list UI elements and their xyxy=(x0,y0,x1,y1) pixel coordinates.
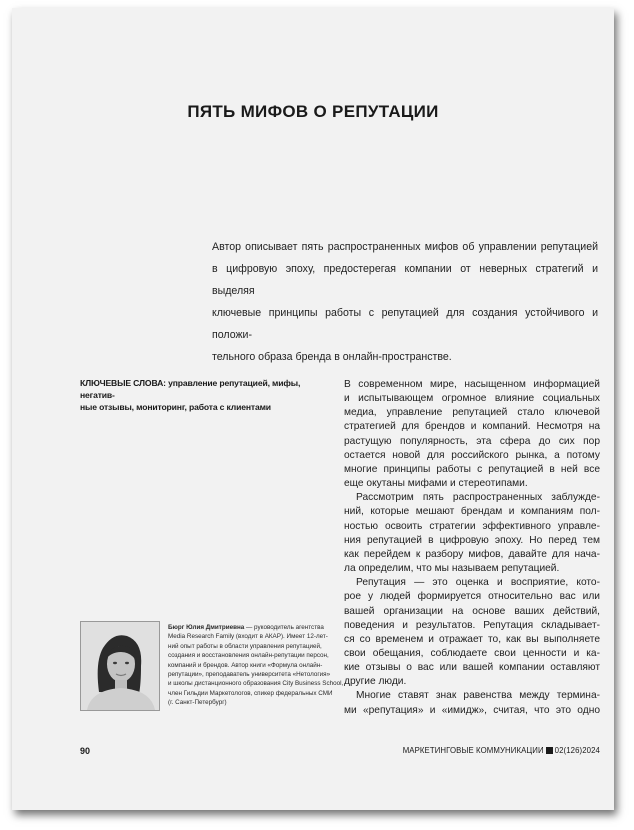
body-line: ся со временем и отражает то, как вы выполняете xyxy=(344,633,600,645)
body-line: ла определим, что мы называем репутацией. xyxy=(344,563,560,575)
body-line: свои обещания, соблюдаете свои ценности и ка- xyxy=(344,647,600,659)
abstract-line: в цифровую эпоху, предостерегая компании от неверных стратегий и выделяя xyxy=(212,263,598,297)
author-bio-line: компаний и брендов. Автор книги «Формула онлайн- xyxy=(168,661,323,669)
page-number: 90 xyxy=(80,746,91,756)
journal-footer xyxy=(403,746,600,755)
abstract-line: Автор описывает пять распространенных мифов об управлении репутацией xyxy=(212,241,598,253)
body-line: остается новой для российского рынка, а потому xyxy=(344,449,600,461)
body-line: Репутация — это оценка и восприятие, кото- xyxy=(356,577,600,589)
body-line: растущую популярность, эта сфера до сих пор xyxy=(344,435,600,447)
article-body xyxy=(344,378,600,718)
body-line: медиа, управление репутацией стало ключевой xyxy=(344,407,600,419)
journal-page xyxy=(12,8,614,810)
author-bio-line: ний опыт работы в области управления репутацией, xyxy=(168,642,322,650)
keywords-line: ные отзывы, мониторинг, работа с клиентами xyxy=(80,402,271,412)
author-bio-line: репутации», преподаватель университета «Нетология» xyxy=(168,671,331,679)
author-bio-line xyxy=(168,623,328,632)
author-bio-line: (г. Санкт-Петербург) xyxy=(168,699,227,707)
body-line: как перейдем к разбору мифов, давайте для нача- xyxy=(344,548,600,560)
author-portrait-icon xyxy=(81,622,159,710)
author-bio-line: создания и восстановления онлайн-репутации персон, xyxy=(168,652,329,660)
author-bio-line: и школы дистанционного образования City Business School, xyxy=(168,680,344,688)
body-line: стратегией для брендов и компаний. Несмотря на xyxy=(344,421,600,433)
body-line: ния репутацией в цифровую эпоху. Но перед тем xyxy=(344,534,600,546)
author-bio-line: член Гильдии Маркетологов, спикер федеральных СМИ xyxy=(168,689,333,697)
abstract-line: тельного образа бренда в онлайн-пространстве. xyxy=(212,351,452,363)
body-line: рое у людей формируется относительно вас или xyxy=(344,591,600,603)
article-title: ПЯТЬ МИФОВ О РЕПУТАЦИИ xyxy=(187,102,439,121)
body-line: и испытывающем огромное влияние социальных xyxy=(344,393,600,405)
keywords-line: КЛЮЧЕВЫЕ СЛОВА: управление репутацией, мифы, негатив- xyxy=(80,378,301,400)
author-bio-text: — руководитель агентства xyxy=(244,624,324,631)
body-line: Рассмотрим пять распространенных заблужде- xyxy=(356,492,600,504)
abstract-line: ключевые принципы работы с репутацией для создания устойчивого и положи- xyxy=(212,307,598,341)
body-line: многие принципы работы с репутацией в ней все xyxy=(344,463,600,475)
body-line: Многие ставят знак равенства между термина- xyxy=(356,690,600,702)
author-name: Бюрг Юлия Дмитриевна xyxy=(168,624,245,631)
square-separator-icon xyxy=(546,747,553,754)
body-line: другие люди. xyxy=(344,676,407,688)
body-line: вашей организации на основе ваших действий, xyxy=(344,605,600,617)
body-line: В современном мире, насыщенном информацией xyxy=(344,379,600,390)
journal-name: МАРКЕТИНГОВЫЕ КОММУНИКАЦИИ xyxy=(402,746,544,755)
body-line: ми «репутация» и «имидж», считая, что это одно xyxy=(344,704,600,716)
author-bio xyxy=(168,623,344,708)
keywords-block xyxy=(80,377,318,413)
author-bio-line: Media Research Family (входит в АКАР). Имеет 12-лет- xyxy=(168,633,328,641)
issue-number: 02(126)2024 xyxy=(554,746,600,755)
body-line: ностью освоить стратегии эффективного управле- xyxy=(344,520,600,532)
body-line: еще окутаны мифами и стереотипами. xyxy=(344,478,528,490)
body-line: ний, которые мешают брендам и компаниям пол- xyxy=(344,506,600,518)
body-line: кие отзывы о вас или вашей компании оставляют xyxy=(344,662,600,674)
author-photo xyxy=(80,621,160,711)
body-line: поведения и результатов. Репутация складывает- xyxy=(344,619,600,631)
article-abstract xyxy=(212,236,598,368)
